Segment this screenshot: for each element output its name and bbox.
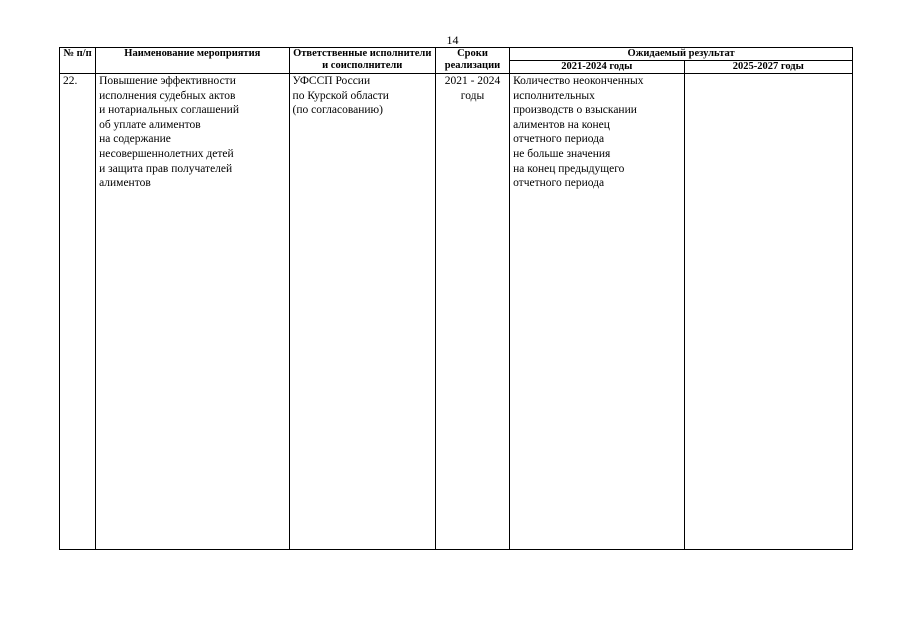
activity-name-line: на содержание xyxy=(99,133,171,146)
activity-name-line: и нотариальных соглашений xyxy=(99,104,239,117)
activity-name-line: алиментов xyxy=(99,177,151,190)
header-period-2025-2027: 2025-2027 годы xyxy=(684,61,853,74)
header-expected-result: Ожидаемый результат xyxy=(510,48,853,61)
terms-line: 2021 - 2024 xyxy=(444,75,501,87)
table-row xyxy=(60,74,853,550)
result-line: на конец предыдущего xyxy=(513,162,625,175)
result-line: отчетного периода xyxy=(513,177,605,190)
responsible-line: (по согласованию) xyxy=(292,104,383,117)
activity-name-line: исполнения судебных актов xyxy=(99,89,236,102)
result-line: отчетного периода xyxy=(513,133,605,146)
expected-result-2021-2024 xyxy=(510,74,684,550)
terms-line: годы xyxy=(460,89,485,102)
plan-table xyxy=(59,47,853,550)
expected-result-2025-2027 xyxy=(684,74,853,550)
page-number: 14 xyxy=(446,33,459,47)
activity-name-line: несовершеннолетних детей xyxy=(99,147,234,160)
result-line: производств о взыскании xyxy=(513,104,637,117)
header-period-2021-2024: 2021-2024 годы xyxy=(510,61,684,74)
activity-name-line: об уплате алиментов xyxy=(99,118,201,131)
header-num: № п/п xyxy=(60,48,96,74)
activity-name xyxy=(96,74,289,550)
result-line: не больше значения xyxy=(513,147,611,160)
responsible-line: УФССП России xyxy=(292,75,371,87)
row-number: 22. xyxy=(60,74,96,550)
activity-name-line: и защита прав получателей xyxy=(99,162,233,175)
header-name: Наименование мероприятия xyxy=(96,48,289,74)
result-line: Количество неоконченных xyxy=(513,75,644,87)
header-responsible: Ответственные исполнители и соисполнители xyxy=(289,48,435,74)
result-line: исполнительных xyxy=(513,89,595,102)
responsible-executors xyxy=(289,74,435,550)
responsible-line: по Курской области xyxy=(292,89,389,102)
activity-name-line: Повышение эффективности xyxy=(99,75,236,87)
result-line: алиментов на конец xyxy=(513,118,610,131)
header-terms: Сроки реализации xyxy=(435,48,509,74)
implementation-terms xyxy=(435,74,509,550)
